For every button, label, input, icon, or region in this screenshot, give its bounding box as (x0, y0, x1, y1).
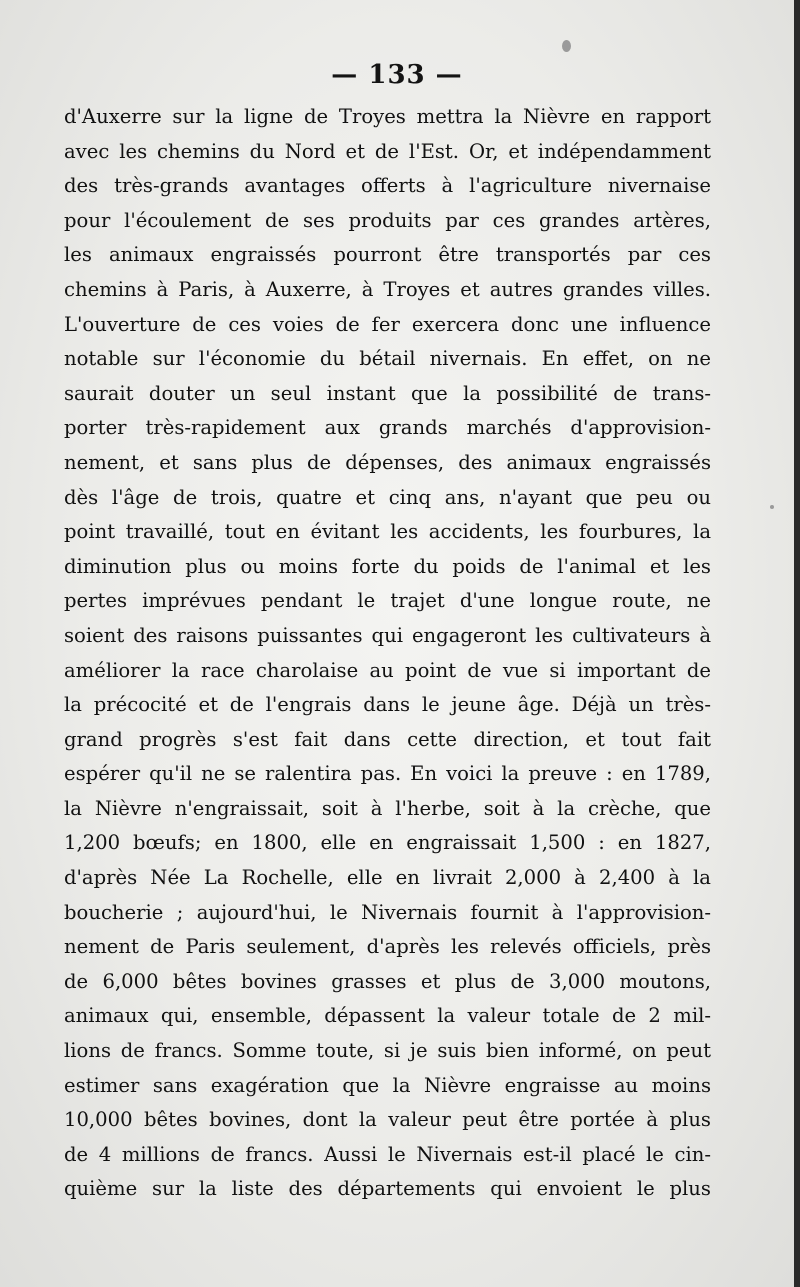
text-line: animaux qui, ensemble, dépassent la valeur totale de 2 mil- (64, 1004, 711, 1028)
text-line: chemins à Paris, à Auxerre, à Troyes et autres grandes villes. (64, 277, 711, 301)
text-line: espérer qu'il ne se ralentira pas. En voici la preuve : en 1789, (64, 762, 711, 786)
text-line: nement, et sans plus de dépenses, des animaux engraissés (64, 450, 711, 474)
text-line: nement de Paris seulement, d'après les relevés officiels, près (64, 935, 711, 959)
text-line: avec les chemins du Nord et de l'Est. Or, et indépendamment (64, 139, 711, 163)
text-line: dès l'âge de trois, quatre et cinq ans, n'ayant que peu ou (64, 485, 711, 509)
text-line: boucherie ; aujourd'hui, le Nivernais fournit à l'approvision- (64, 900, 711, 924)
text-line: la précocité et de l'engrais dans le jeune âge. Déjà un très- (64, 693, 711, 717)
text-line: d'Auxerre sur la ligne de Troyes mettra la Nièvre en rapport (64, 105, 711, 128)
text-line: de 6,000 bêtes bovines grasses et plus de 3,000 moutons, (64, 969, 711, 993)
text-line: point travaillé, tout en évitant les accidents, les fourbures, la (64, 520, 711, 544)
text-line: notable sur l'économie du bétail nivernais. En effet, on ne (64, 347, 711, 371)
text-line: les animaux engraissés pourront être transportés par ces (64, 243, 711, 267)
body-text (64, 100, 711, 1207)
ink-speck (562, 40, 571, 52)
text-line: pour l'écoulement de ses produits par ces grandes artères, (64, 208, 711, 232)
text-line: 10,000 bêtes bovines, dont la valeur peut être portée à plus (64, 1108, 711, 1132)
text-line: saurait douter un seul instant que la possibilité de trans- (64, 381, 711, 405)
text-line: améliorer la race charolaise au point de vue si important de (64, 658, 711, 682)
text-line: la Nièvre n'engraissait, soit à l'herbe, soit à la crèche, que (64, 796, 711, 820)
ink-speck (770, 505, 774, 509)
text-line: quième sur la liste des départements qui envoient le plus (64, 1177, 711, 1201)
text-line: d'après Née La Rochelle, elle en livrait 2,000 à 2,400 à la (64, 866, 711, 890)
text-line: grand progrès s'est fait dans cette direction, et tout fait (64, 727, 711, 751)
text-line: lions de francs. Somme toute, si je suis bien informé, on peut (64, 1039, 711, 1063)
text-line: estimer sans exagération que la Nièvre engraisse au moins (64, 1073, 711, 1097)
text-line: soient des raisons puissantes qui engageront les cultivateurs à (64, 623, 711, 647)
text-line: de 4 millions de francs. Aussi le Nivernais est-il placé le cin- (64, 1142, 711, 1166)
text-line: L'ouverture de ces voies de fer exercera donc une influence (64, 312, 711, 336)
text-line: 1,200 bœufs; en 1800, elle en engraissait 1,500 : en 1827, (64, 831, 711, 855)
text-line: porter très-rapidement aux grands marchés d'approvision- (64, 416, 711, 440)
text-line: diminution plus ou moins forte du poids de l'animal et les (64, 554, 711, 578)
text-line: des très-grands avantages offerts à l'agriculture nivernaise (64, 174, 711, 198)
page-number: — 133 — (331, 60, 463, 90)
text-line: pertes imprévues pendant le trajet d'une longue route, ne (64, 589, 711, 613)
